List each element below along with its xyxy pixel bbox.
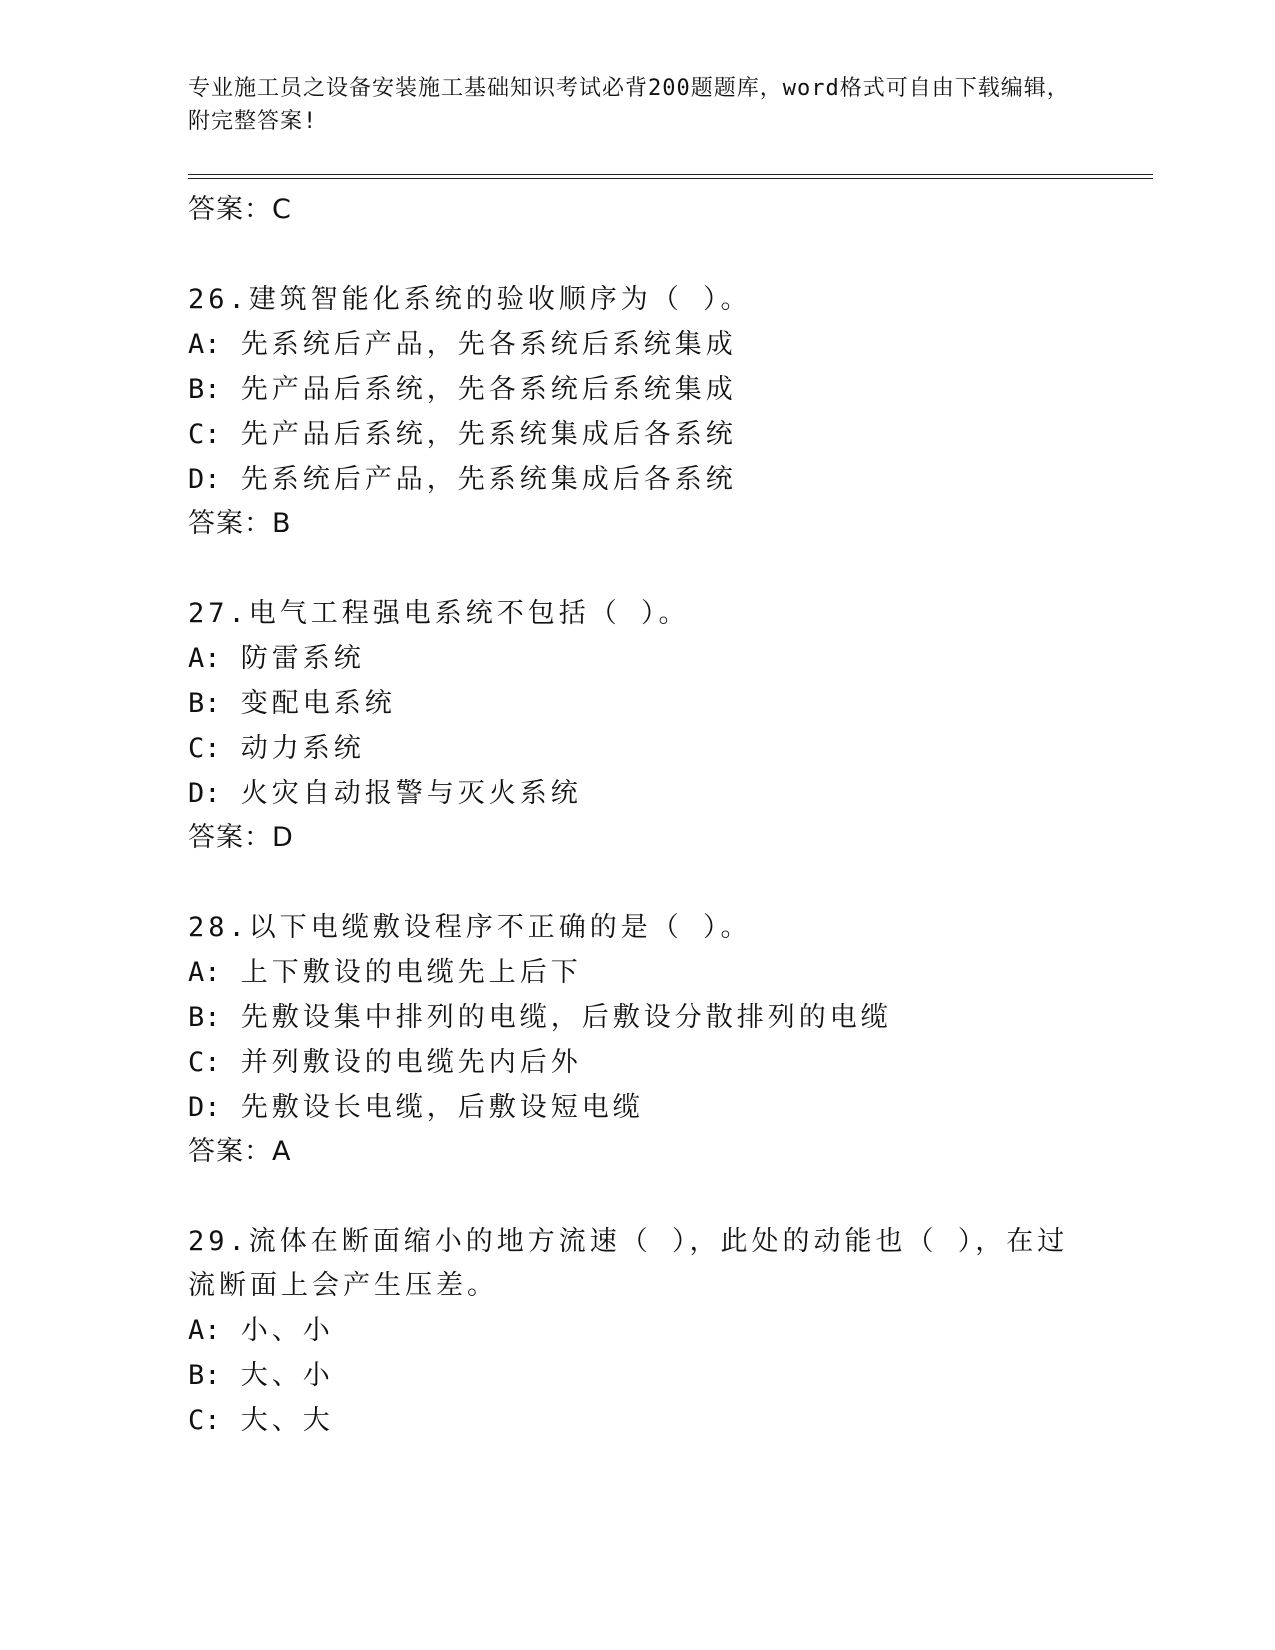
- option-text: 上下敷设的电缆先上后下: [240, 957, 582, 988]
- question-text: 27.电气工程强电系统不包括（ ）。: [188, 598, 690, 629]
- option-c: [188, 1398, 1148, 1443]
- answer-line: 答案：B: [188, 508, 292, 539]
- header-rule-bottom: [188, 178, 1153, 179]
- option-text: 火灾自动报警与灭火系统: [240, 778, 582, 809]
- option-text: 小、小: [240, 1315, 334, 1346]
- option-text: 先产品后系统，先各系统后系统集成: [240, 374, 737, 405]
- question-text: 28.以下电缆敷设程序不正确的是（ ）。: [188, 912, 752, 943]
- option-text: 大、大: [240, 1405, 334, 1436]
- option-text: 变配电系统: [240, 688, 396, 719]
- option-letter: B:: [188, 1002, 221, 1033]
- option-text: 先产品后系统，先系统集成后各系统: [240, 419, 737, 450]
- option-letter: C:: [188, 419, 221, 450]
- option-letter: A:: [188, 957, 221, 988]
- option-d: [188, 771, 1148, 816]
- option-c: [188, 1040, 1148, 1085]
- option-letter: A:: [188, 1315, 221, 1346]
- option-d: [188, 1085, 1148, 1130]
- answer-line: 答案：A: [188, 1136, 292, 1167]
- answer-line: 答案：D: [188, 822, 294, 853]
- question-text: 29.流体在断面缩小的地方流速（ ），此处的动能也（ ），在过流断面上会产生压差。: [188, 1226, 1069, 1301]
- option-letter: D:: [188, 1092, 221, 1123]
- option-letter: D:: [188, 464, 221, 495]
- option-text: 动力系统: [240, 733, 365, 764]
- option-text: 先系统后产品，先系统集成后各系统: [240, 464, 737, 495]
- option-a: [188, 636, 1148, 681]
- option-d: [188, 457, 1148, 502]
- option-letter: C:: [188, 1047, 221, 1078]
- option-b: [188, 367, 1148, 412]
- option-letter: B:: [188, 1360, 221, 1391]
- option-letter: C:: [188, 1405, 221, 1436]
- document-body: [188, 188, 1148, 1443]
- option-letter: C:: [188, 733, 221, 764]
- option-text: 先系统后产品，先各系统后系统集成: [240, 329, 737, 360]
- header-title: 专业施工员之设备安装施工基础知识考试必背200题题库，word格式可自由下载编辑，附完整答案!: [188, 76, 1070, 134]
- document-header: [188, 72, 1088, 138]
- option-text: 先敷设集中排列的电缆，后敷设分散排列的电缆: [240, 1002, 892, 1033]
- option-b: [188, 1353, 1148, 1398]
- option-a: [188, 1308, 1148, 1353]
- option-text: 大、小: [240, 1360, 334, 1391]
- option-letter: A:: [188, 643, 221, 674]
- option-a: [188, 322, 1148, 367]
- option-a: [188, 950, 1148, 995]
- option-letter: B:: [188, 688, 221, 719]
- option-text: 并列敷设的电缆先内后外: [240, 1047, 582, 1078]
- option-text: 先敷设长电缆，后敷设短电缆: [240, 1092, 644, 1123]
- option-b: [188, 681, 1148, 726]
- option-c: [188, 412, 1148, 457]
- option-letter: A:: [188, 329, 221, 360]
- option-text: 防雷系统: [240, 643, 365, 674]
- option-letter: B:: [188, 374, 221, 405]
- option-letter: D:: [188, 778, 221, 809]
- question-28: [188, 906, 1148, 1174]
- question-29: [188, 1220, 1148, 1443]
- question-text: 26.建筑智能化系统的验收顺序为（ ）。: [188, 284, 752, 315]
- option-c: [188, 726, 1148, 771]
- question-26: [188, 278, 1148, 546]
- question-27: [188, 592, 1148, 860]
- header-rule-top: [188, 174, 1153, 175]
- option-b: [188, 995, 1148, 1040]
- answer-line: 答案：C: [188, 194, 292, 225]
